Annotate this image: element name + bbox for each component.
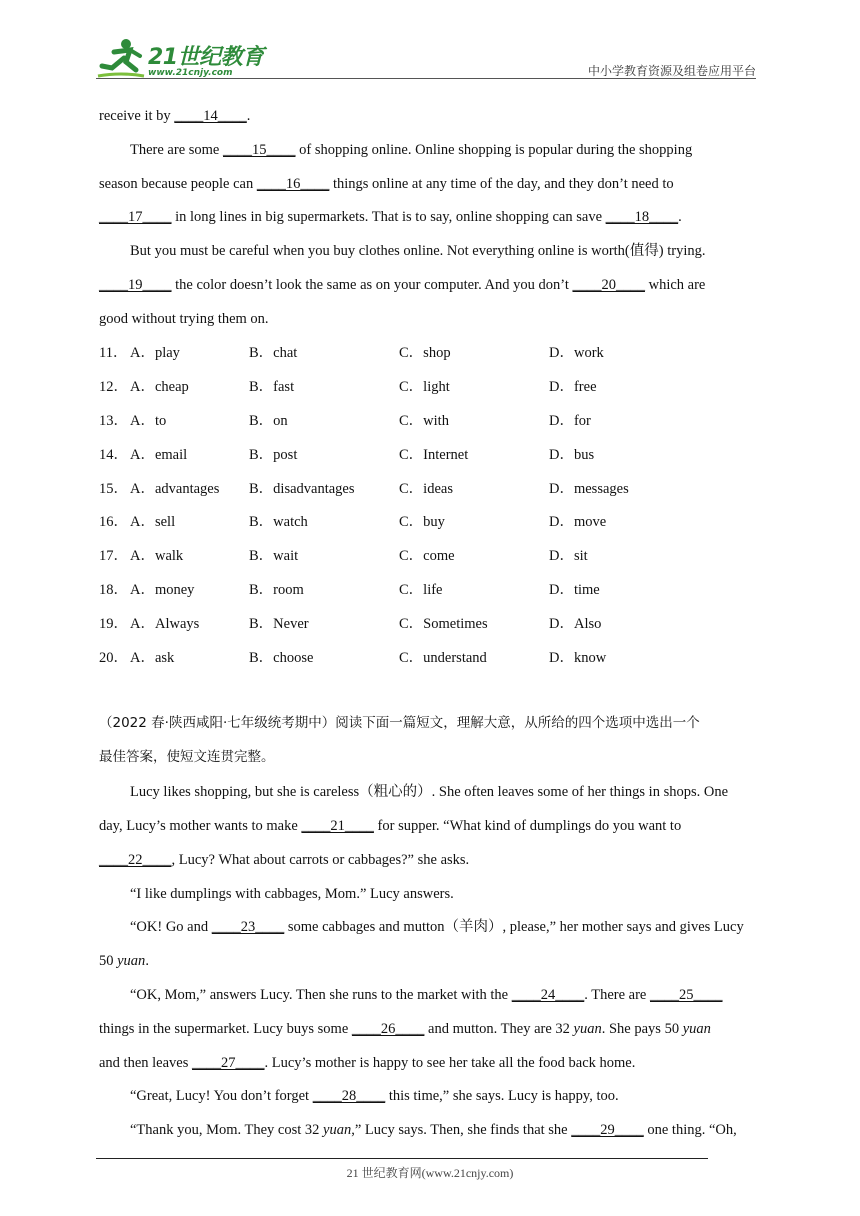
option-d: D．free xyxy=(549,379,597,395)
text: . xyxy=(678,209,682,225)
option-d: D．Also xyxy=(549,616,602,632)
logo-url: www.21cnjy.com xyxy=(148,68,233,78)
option-b: B．watch xyxy=(249,514,308,530)
option-c: C．shop xyxy=(399,345,451,361)
blank-24: ____24____ xyxy=(511,987,585,1003)
blank-14: ____14____ xyxy=(174,108,247,124)
option-c: C．life xyxy=(399,582,443,598)
text: of shopping online. Online shopping is popular during the shopping xyxy=(295,142,693,158)
option-number: 15． xyxy=(99,481,128,497)
text: yuan xyxy=(117,953,146,969)
option-number: 18． xyxy=(99,582,128,598)
passage2-line-6 xyxy=(99,951,149,971)
section2-intro-line-1: （2022 春·陕西咸阳·七年级统考期中）阅读下面一篇短文，理解大意，从所给的四个选项中选出一个 xyxy=(99,715,700,731)
option-d: D．time xyxy=(549,582,600,598)
option-a: A．money xyxy=(130,582,195,598)
passage2-line-1: Lucy likes shopping, but she is careless（粗心的）. She often leaves some of her things in shops. One xyxy=(130,784,729,800)
passage1-line-2 xyxy=(130,140,692,160)
text: the color doesn’t look the same as on your computer. And you don’t xyxy=(171,277,573,293)
option-a: A．to xyxy=(130,413,167,429)
passage2-line-4: “I like dumplings with cabbages, Mom.” Lucy answers. xyxy=(130,886,454,902)
option-a: A．play xyxy=(130,345,180,361)
blank-15: ____15____ xyxy=(223,142,296,158)
passage2-line-3 xyxy=(99,850,469,870)
option-number: 11． xyxy=(99,345,128,361)
text: yuan xyxy=(573,1021,602,1037)
text: and then leaves xyxy=(99,1055,193,1071)
blank-19: ____19____ xyxy=(99,277,172,293)
option-d: D．messages xyxy=(549,481,629,497)
blank-20: ____20____ xyxy=(572,277,645,293)
passage2-line-10 xyxy=(130,1086,619,1106)
option-a: A．advantages xyxy=(130,481,220,497)
option-number: 14． xyxy=(99,447,128,463)
logo xyxy=(96,36,266,80)
passage2-line-5 xyxy=(130,917,744,937)
option-number: 12． xyxy=(99,379,128,395)
blank-16: ____16____ xyxy=(256,176,330,192)
text: There are some xyxy=(130,142,223,158)
option-number: 19． xyxy=(99,616,128,632)
text: one thing. “Oh, xyxy=(643,1122,737,1138)
option-a: A．Always xyxy=(130,616,200,632)
option-d: D．for xyxy=(549,413,591,429)
option-b: B．Never xyxy=(249,616,309,632)
option-c: C．come xyxy=(399,548,455,564)
text: things online at any time of the day, and they don’t need to xyxy=(329,176,674,192)
runner-logo-icon xyxy=(96,36,146,80)
passage2-line-8 xyxy=(99,1019,711,1039)
option-d: D．move xyxy=(549,514,607,530)
option-c: C．understand xyxy=(399,650,487,666)
option-a: A．walk xyxy=(130,548,184,564)
text: . There are xyxy=(584,987,650,1003)
blank-29: ____29____ xyxy=(571,1122,644,1138)
text: and mutton. They are 32 xyxy=(424,1021,574,1037)
blank-23: ____23____ xyxy=(211,919,285,935)
text: day, Lucy’s mother wants to make xyxy=(99,818,302,834)
passage2-line-11 xyxy=(130,1120,737,1140)
logo-text: 21世纪教育 xyxy=(148,45,264,70)
text: , Lucy? What about carrots or cabbages?” she asks. xyxy=(171,852,470,868)
passage1-line-7: good without trying them on. xyxy=(99,311,269,327)
text: . Lucy’s mother is happy to see her take all the food back home. xyxy=(264,1055,636,1071)
footer-divider xyxy=(96,1158,708,1159)
blank-22: ____22____ xyxy=(99,852,172,868)
blank-21: ____21____ xyxy=(301,818,374,834)
option-b: B．room xyxy=(249,582,304,598)
option-b: B．on xyxy=(249,413,288,429)
text: yuan xyxy=(682,1021,711,1037)
option-c: C．ideas xyxy=(399,481,453,497)
option-b: B．post xyxy=(249,447,298,463)
blank-18: ____18____ xyxy=(605,209,679,225)
text: “OK! Go and xyxy=(130,919,212,935)
option-b: B．wait xyxy=(249,548,299,564)
option-number: 13． xyxy=(99,413,128,429)
blank-28: ____28____ xyxy=(312,1088,386,1104)
header-platform-name: 中小学教育资源及组卷应用平台 xyxy=(587,64,756,78)
option-c: C．buy xyxy=(399,514,445,530)
text: which are xyxy=(644,277,706,293)
option-number: 20． xyxy=(99,650,128,666)
option-a: A．cheap xyxy=(130,379,189,395)
option-c: C．light xyxy=(399,379,450,395)
passage2-line-9 xyxy=(99,1053,635,1073)
page-header xyxy=(96,30,756,80)
option-b: B．disadvantages xyxy=(249,481,355,497)
option-number: 17． xyxy=(99,548,128,564)
text: this time,” she says. Lucy is happy, too. xyxy=(385,1088,619,1104)
passage2-line-2 xyxy=(99,816,681,836)
text: “Thank you, Mom. They cost 32 xyxy=(130,1122,324,1138)
option-a: A．sell xyxy=(130,514,176,530)
text: . She pays 50 xyxy=(601,1021,683,1037)
passage1-line-5: But you must be careful when you buy clothes online. Not everything online is worth(值得) trying. xyxy=(130,243,706,259)
header-divider xyxy=(96,78,756,79)
option-d: D．work xyxy=(549,345,604,361)
passage1-line-3 xyxy=(99,174,674,194)
text: yuan xyxy=(323,1122,352,1138)
section2-intro-line-2: 最佳答案，使短文连贯完整。 xyxy=(99,749,275,765)
text: . xyxy=(145,953,149,969)
option-d: D．sit xyxy=(549,548,588,564)
text: in long lines in big supermarkets. That is to say, online shopping can save xyxy=(171,209,606,225)
option-b: B．fast xyxy=(249,379,295,395)
text: season because people can xyxy=(99,176,257,192)
option-a: A．email xyxy=(130,447,188,463)
text: “Great, Lucy! You don’t forget xyxy=(130,1088,313,1104)
text: things in the supermarket. Lucy buys some xyxy=(99,1021,352,1037)
blank-26: ____26____ xyxy=(351,1021,425,1037)
option-c: C．Internet xyxy=(399,447,469,463)
option-b: B．choose xyxy=(249,650,314,666)
text: 50 xyxy=(99,953,118,969)
option-d: D．know xyxy=(549,650,607,666)
blank-25: ____25____ xyxy=(650,987,723,1003)
text: ,” Lucy says. Then, she finds that she xyxy=(351,1122,572,1138)
passage1-line-1 xyxy=(99,106,250,126)
text: receive it by xyxy=(99,108,175,124)
page-footer: 21 世纪教育网(www.21cnjy.com) xyxy=(346,1166,514,1180)
option-d: D．bus xyxy=(549,447,595,463)
option-number: 16． xyxy=(99,514,128,530)
option-c: C．Sometimes xyxy=(399,616,488,632)
text: some cabbages and mutton（羊肉）, please,” her mother says and gives Lucy xyxy=(284,919,744,935)
option-c: C．with xyxy=(399,413,449,429)
option-b: B．chat xyxy=(249,345,298,361)
option-a: A．ask xyxy=(130,650,175,666)
passage1-line-4 xyxy=(99,207,682,227)
passage2-line-7 xyxy=(130,985,723,1005)
blank-27: ____27____ xyxy=(192,1055,265,1071)
text: “OK, Mom,” answers Lucy. Then she runs to the market with the xyxy=(130,987,512,1003)
blank-17: ____17____ xyxy=(99,209,172,225)
text: . xyxy=(246,108,251,124)
passage1-line-6 xyxy=(99,275,705,295)
text: for supper. “What kind of dumplings do you want to xyxy=(373,818,682,834)
